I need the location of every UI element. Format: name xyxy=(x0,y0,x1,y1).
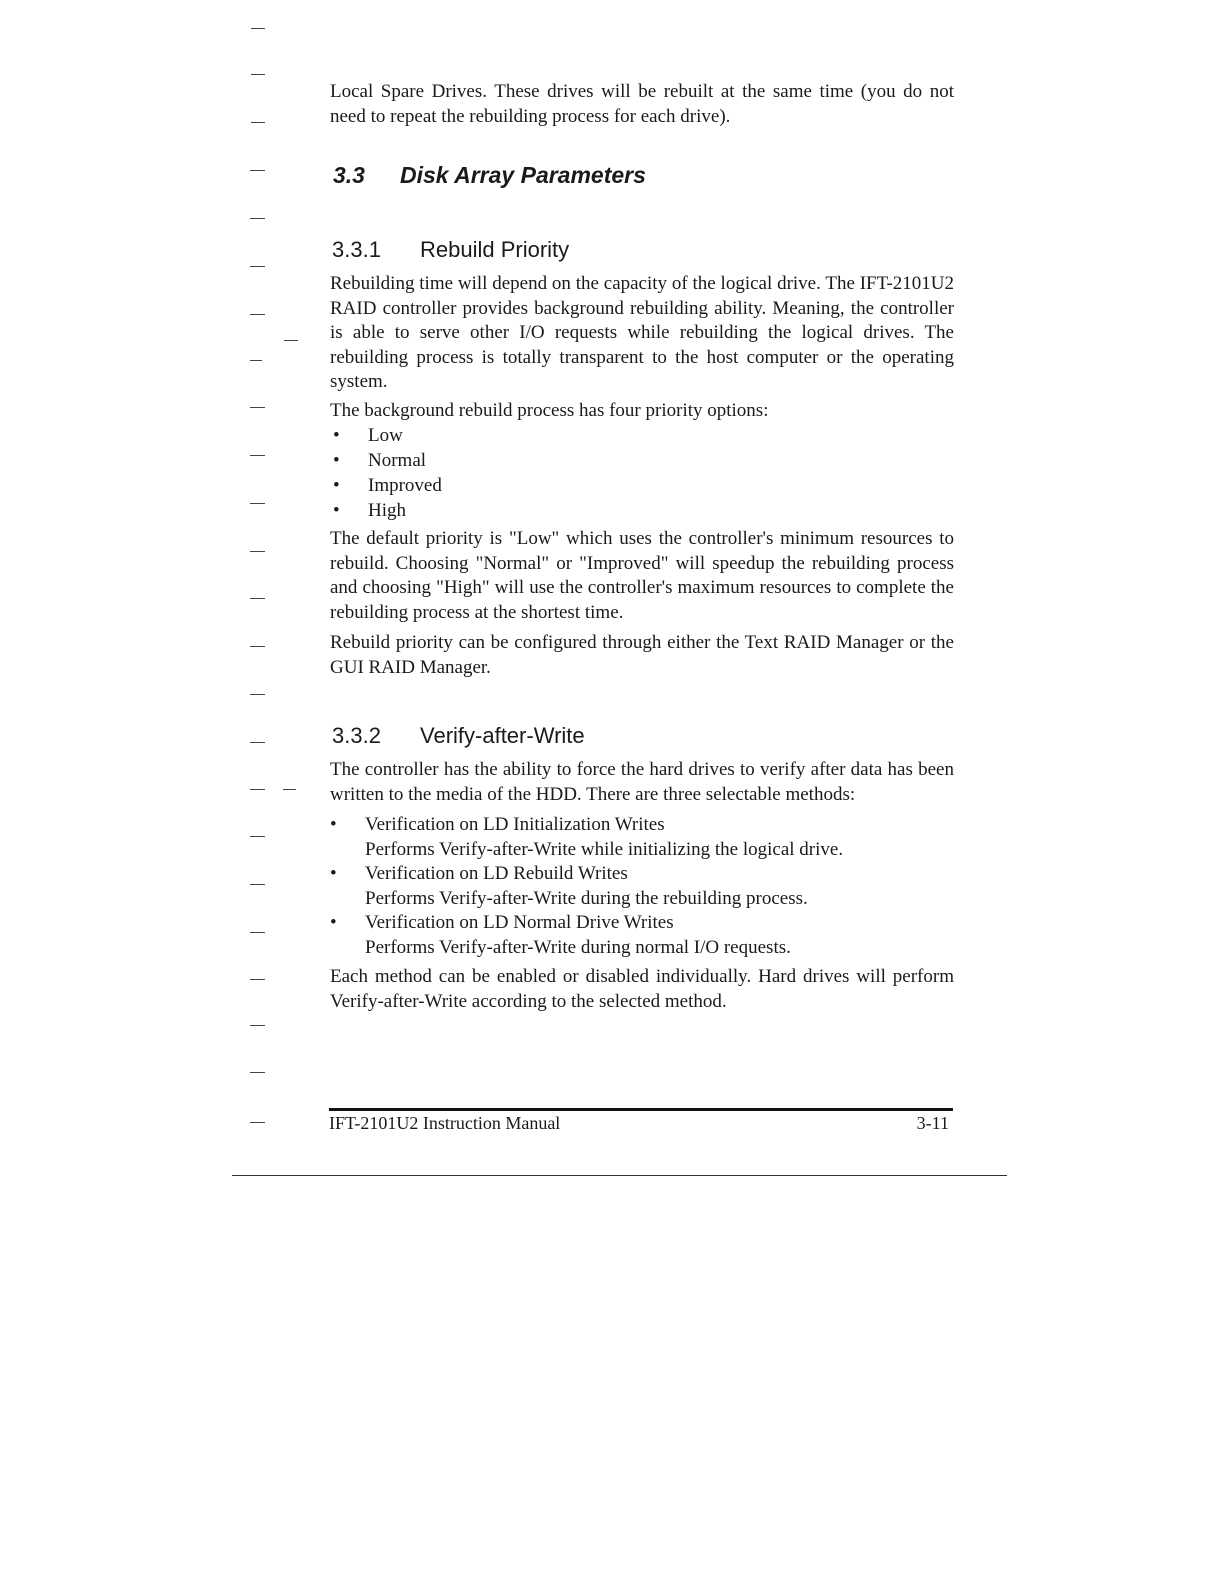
method-name: • Verification on LD Rebuild Writes xyxy=(365,863,628,884)
page-edge-line xyxy=(232,1175,1007,1176)
rebuild-paragraph-1: Rebuilding time will depend on the capacity of the logical drive. The IFT-2101U2 RAID controller provides background rebuilding ability. Meaning, the controller is able to serve other I/O requests while rebuilding the logical drives. The rebuilding process is totally transparent to the host computer or the operating system. xyxy=(330,273,954,392)
intro-paragraph: Local Spare Drives. These drives will be rebuilt at the same time (you do not need to repeat the rebuilding process for each drive). xyxy=(330,81,954,127)
page-footer xyxy=(329,1113,953,1134)
subsection-title: Verify-after-Write xyxy=(420,723,585,748)
subsection-number: 3.3.2 xyxy=(332,723,381,748)
rebuild-paragraph-2: The background rebuild process has four priority options: xyxy=(330,399,769,421)
section-heading xyxy=(333,162,646,189)
list-item xyxy=(330,813,954,862)
list-item: • Improved xyxy=(330,473,954,498)
method-name: • Verification on LD Normal Drive Writes xyxy=(365,912,674,933)
footer-rule xyxy=(329,1108,953,1111)
subsection-number: 3.3.1 xyxy=(332,237,381,262)
section-title: Disk Array Parameters xyxy=(400,162,646,188)
rebuild-paragraph-3: The default priority is "Low" which uses the controller's minimum resources to rebuild. Choosing "Normal" or "Improved" will speedup the rebuilding process and choosing "High" will use the controller's maximum resources to complete the rebuilding process at the shortest time. xyxy=(330,528,954,623)
verify-methods-list xyxy=(330,813,954,960)
priority-options-list xyxy=(330,423,954,523)
method-description: Performs Verify-after-Write while initializing the logical drive. xyxy=(365,838,844,860)
rebuild-priority-heading xyxy=(332,237,569,263)
method-description: Performs Verify-after-Write during normal I/O requests. xyxy=(365,936,791,958)
verify-paragraph-1: The controller has the ability to force the hard drives to verify after data has been written to the media of the HDD. There are three selectable methods: xyxy=(330,759,954,805)
verify-paragraph-2: Each method can be enabled or disabled individually. Hard drives will perform Verify-after-Write according to the selected method. xyxy=(330,966,954,1012)
method-name: • Verification on LD Initialization Writes xyxy=(365,814,665,835)
method-description: Performs Verify-after-Write during the rebuilding process. xyxy=(365,887,808,909)
list-item xyxy=(330,911,954,960)
list-item xyxy=(330,862,954,911)
list-item: • Low xyxy=(330,423,954,448)
verify-after-write-heading xyxy=(332,723,585,749)
rebuild-priority-body xyxy=(330,272,954,680)
section-number: 3.3 xyxy=(333,162,365,188)
manual-title: IFT-2101U2 Instruction Manual xyxy=(329,1113,561,1133)
verify-after-write-body xyxy=(330,758,954,1014)
page-number: 3-11 xyxy=(916,1113,949,1133)
subsection-title: Rebuild Priority xyxy=(420,237,570,262)
list-item: • High xyxy=(330,498,954,523)
rebuild-paragraph-4: Rebuild priority can be configured through either the Text RAID Manager or the GUI RAID Manager. xyxy=(330,632,954,678)
list-item: • Normal xyxy=(330,448,954,473)
